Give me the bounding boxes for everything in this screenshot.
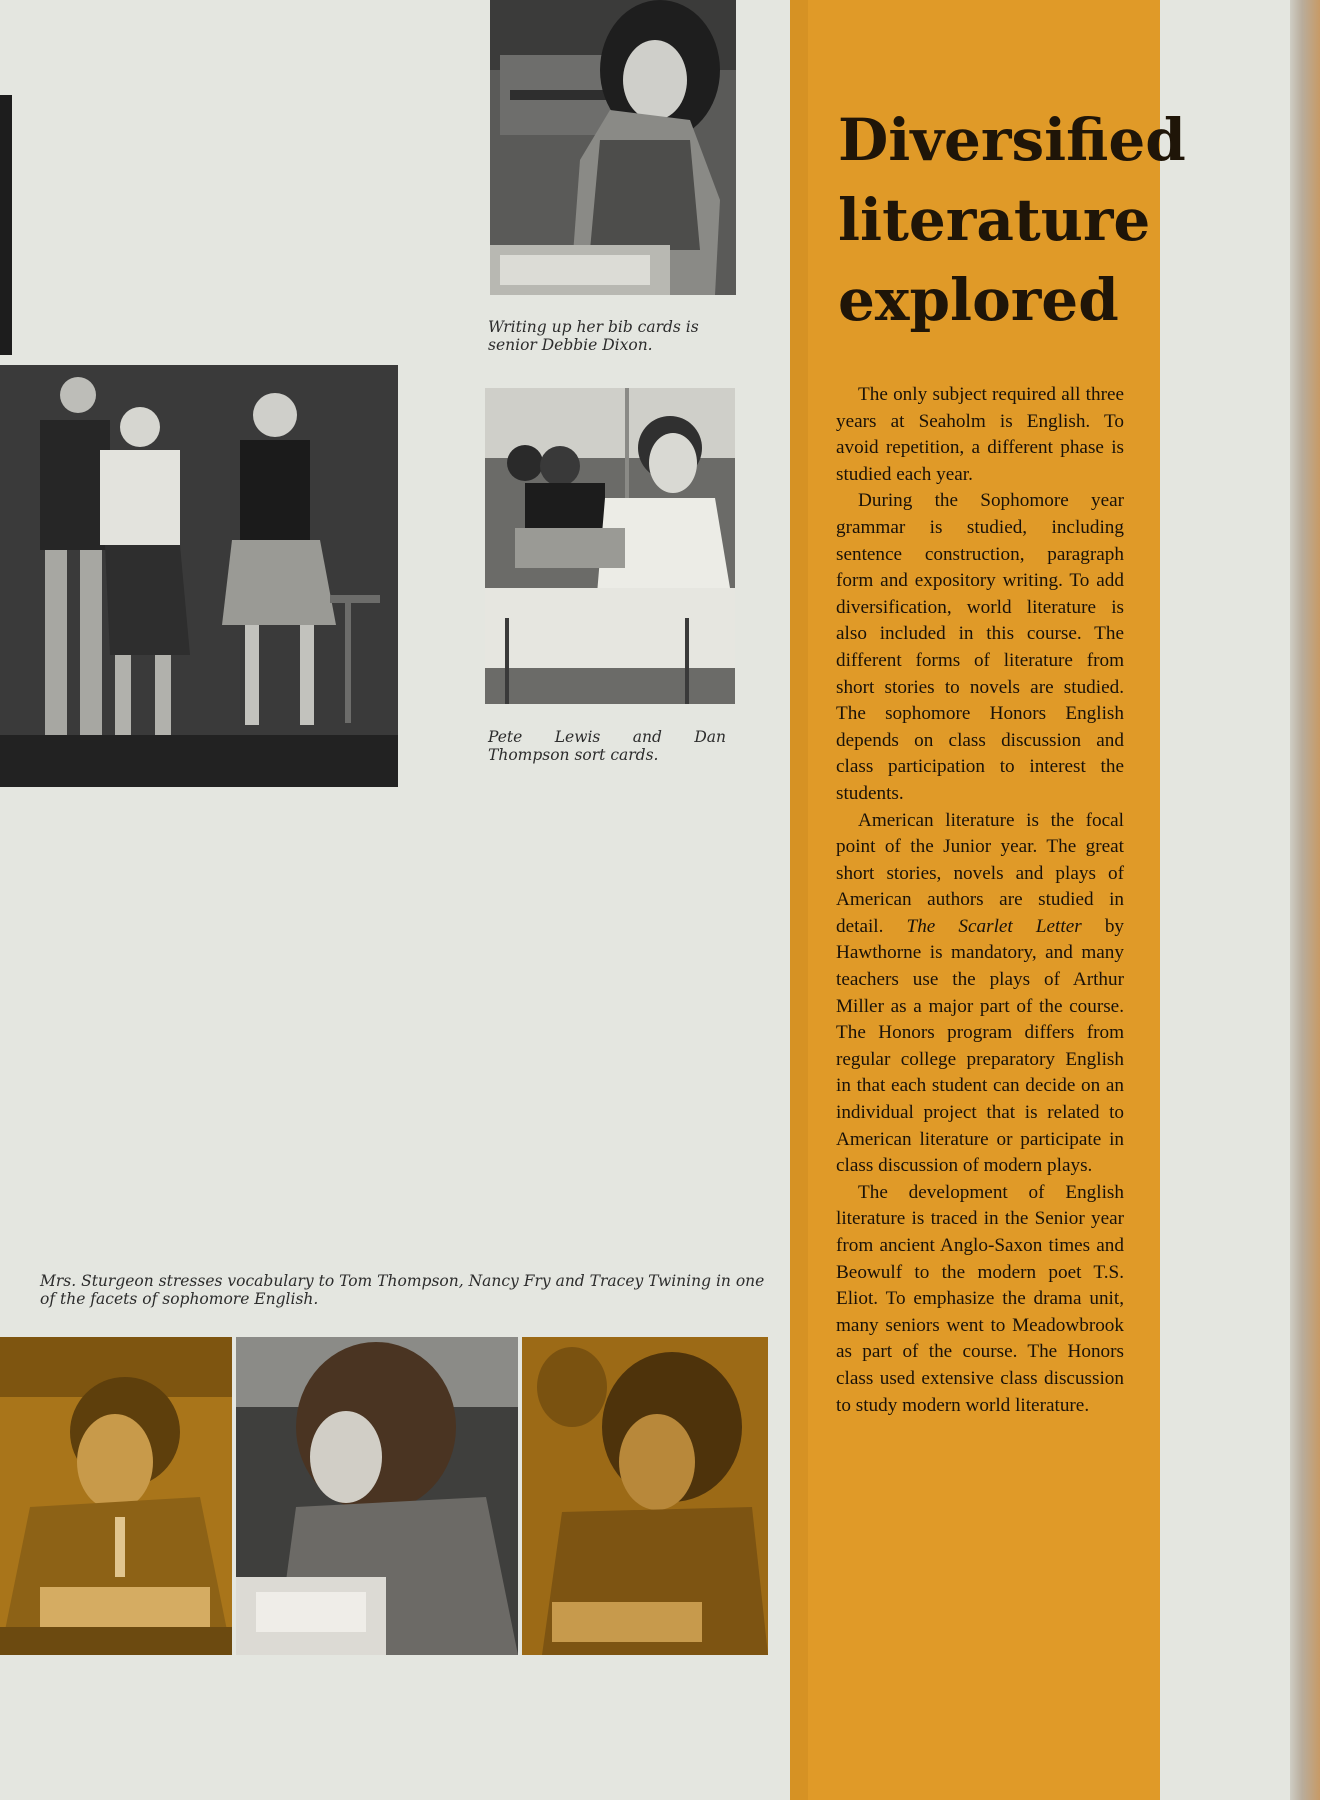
article-paragraph-4: The development of English literature is traced in the Senior year from ancient Anglo-Saxon times and Beowulf to the modern poet T.S. Eliot. To emphasize the drama unit, many seniors went to Meadowbrook as part of the course. The Honors class used extensive class discussion to study modern world literature.	[836, 1181, 1124, 1416]
book-title: The Scarlet Letter	[906, 915, 1082, 937]
headline-line-2: literature	[838, 186, 1151, 254]
photo-debbie-dixon	[490, 0, 736, 295]
photo-tom-thompson	[0, 1337, 232, 1655]
photo-nancy-fry	[236, 1337, 518, 1655]
article-body	[836, 382, 1124, 1419]
article-paragraph-1: The only subject required all three years at Seaholm is English. To avoid repetition, a different phase is studied each year.	[836, 384, 1124, 485]
photo-tracey-twining	[522, 1337, 768, 1655]
binding-shadow	[0, 95, 12, 355]
caption-sturgeon: Mrs. Sturgeon stresses vocabulary to Tom Thompson, Nancy Fry and Tracey Twining in one of the facets of sophomore English.	[40, 1272, 765, 1308]
photo-stage-scene	[0, 365, 398, 787]
headline	[838, 100, 1186, 340]
article-paragraph-3: American literature is the focal point of the Junior year. The great short stories, novels and plays of American authors are studied in detail. The Scarlet Letter by Hawthorne is mandatory, and many teachers use the plays of Arthur Miller as a major part of the course. The Honors program differs from regular college preparatory English in that each student can decide on an individual project that is related to American literature or participate in class discussion of modern plays.	[836, 809, 1125, 1177]
headline-line-3: explored	[838, 266, 1119, 334]
article-paragraph-2: During the Sophomore year grammar is studied, including sentence construction, paragraph form and expository writing. To add diversification, world literature is also included in this course. The different forms of literature from short stories to novels are studied. The sophomore Honors English depends on class discussion and class participation to interest the students.	[836, 490, 1124, 804]
next-page-edge	[1290, 0, 1320, 1800]
caption-debbie: Writing up her bib cards is senior Debbie Dixon.	[488, 318, 699, 354]
caption-pete-dan: Pete Lewis and Dan Thompson sort cards.	[488, 728, 726, 764]
photo-pete-dan	[485, 388, 735, 704]
headline-line-1: Diversified	[838, 106, 1186, 174]
